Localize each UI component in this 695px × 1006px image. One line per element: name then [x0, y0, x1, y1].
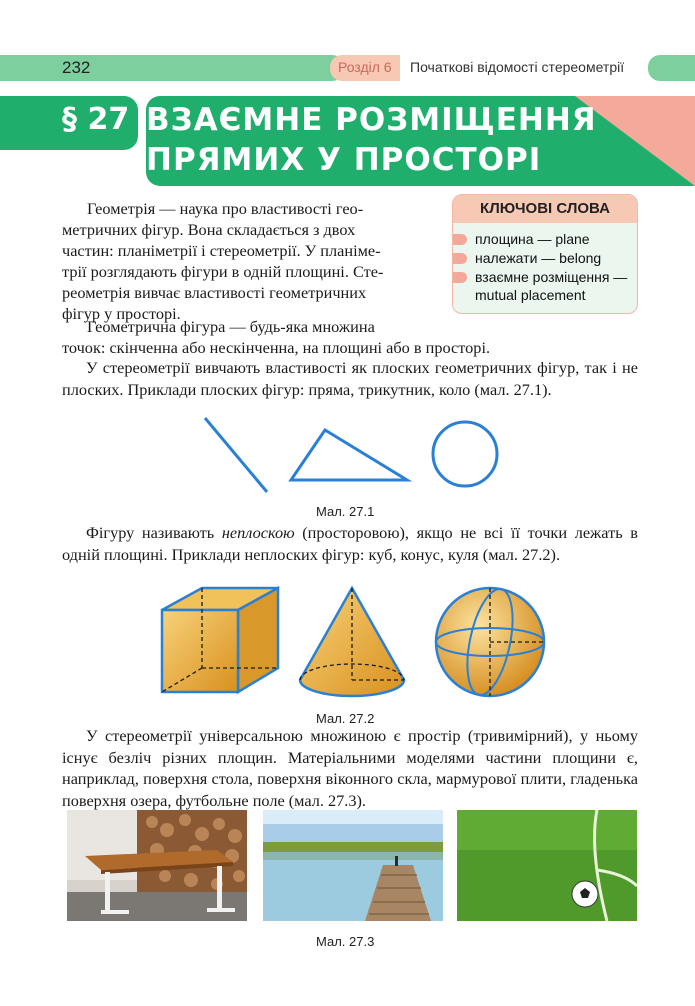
keyword-item: mutual placement	[475, 287, 586, 303]
keyword-item: взаємне розміщення —	[475, 269, 627, 285]
bullet-marker	[453, 234, 467, 245]
title-line-1: ВЗАЄМНЕ РОЗМІЩЕННЯ	[146, 102, 597, 138]
header-left-band	[0, 55, 345, 81]
page-number: 232	[62, 58, 91, 77]
sphere-shape	[436, 585, 544, 699]
paragraph-plane-figures: У стереометрії вивчають властивості як плоских геометричних фігур, так і не плоских. Приклади плоских фігур: пряма, трикутник, коло (мал. 27.1).	[62, 358, 638, 399]
text-line: трії розглядають фігури в одній площині. Сте-	[62, 262, 384, 281]
paragraph-number-badge	[0, 96, 138, 150]
cube-shape	[162, 588, 278, 692]
paragraph-number: § 27	[62, 102, 130, 137]
figure-caption: Мал. 27.1	[316, 504, 375, 519]
text-line: метричних фігур. Вона складається з двох	[62, 220, 356, 239]
text-line: частин: планіметрії і стереометрії. У планімe-	[62, 241, 381, 260]
figure-caption: Мал. 27.3	[316, 934, 375, 949]
page-header	[0, 55, 695, 81]
bullet-marker	[453, 272, 467, 283]
lake-photo	[263, 810, 443, 921]
paragraph-non-plane-figures: Фігуру називають неплоскою (просторовою), якщо не всі її точки лежать в одній площині. Приклади неплоских фігур: куб, конус, куля (мал. 27.2).	[62, 523, 638, 564]
text-line: Геометрична фігура — будь-яка множина	[87, 317, 375, 336]
figure-caption: Мал. 27.2	[316, 711, 375, 726]
triangle-shape	[291, 430, 407, 480]
keyword-item: площина — plane	[475, 231, 590, 247]
paragraph-space-planes: У стереометрії універсальною множиною є простір (тривимірний), у ньому існує безліч різних площин. Матеріальними моделями частини площини є, наприклад, поверхня стола, поверхня віконного скла, мармурової плити, гладенька поверхня озера, футбольне поле (мал. 27.3).	[62, 726, 638, 810]
section-label-box	[330, 55, 400, 81]
section-label: Розділ 6	[338, 59, 392, 75]
circle-shape	[433, 422, 497, 486]
keywords-heading: КЛЮЧОВІ СЛОВА	[480, 200, 610, 217]
table-photo	[67, 810, 247, 921]
header-right-band	[648, 55, 695, 81]
text-line: реометрія вивчає властивості геометричних	[62, 283, 367, 302]
bullet-marker	[453, 253, 467, 264]
chapter-label-box	[400, 55, 640, 81]
text-line: точок: скінченна або нескінченна, на площині або в просторі.	[62, 338, 491, 357]
chapter-label: Початкові відомості стереометрії	[410, 59, 625, 75]
figure-27-1	[195, 412, 505, 497]
keywords-heading-bar	[453, 195, 637, 223]
text-line: Геометрія — наука про властивості гео-	[87, 199, 364, 218]
text-line: фігур у просторі.	[62, 304, 181, 323]
line-shape	[205, 418, 267, 492]
title-line-2: ПРЯМИХ У ПРОСТОРІ	[146, 142, 542, 178]
figure-27-2	[150, 580, 560, 705]
title-block	[146, 96, 695, 186]
keyword-item: належати — belong	[475, 250, 601, 266]
football-field-photo	[457, 810, 637, 921]
keywords-box	[452, 194, 638, 314]
cone-shape	[300, 588, 404, 696]
